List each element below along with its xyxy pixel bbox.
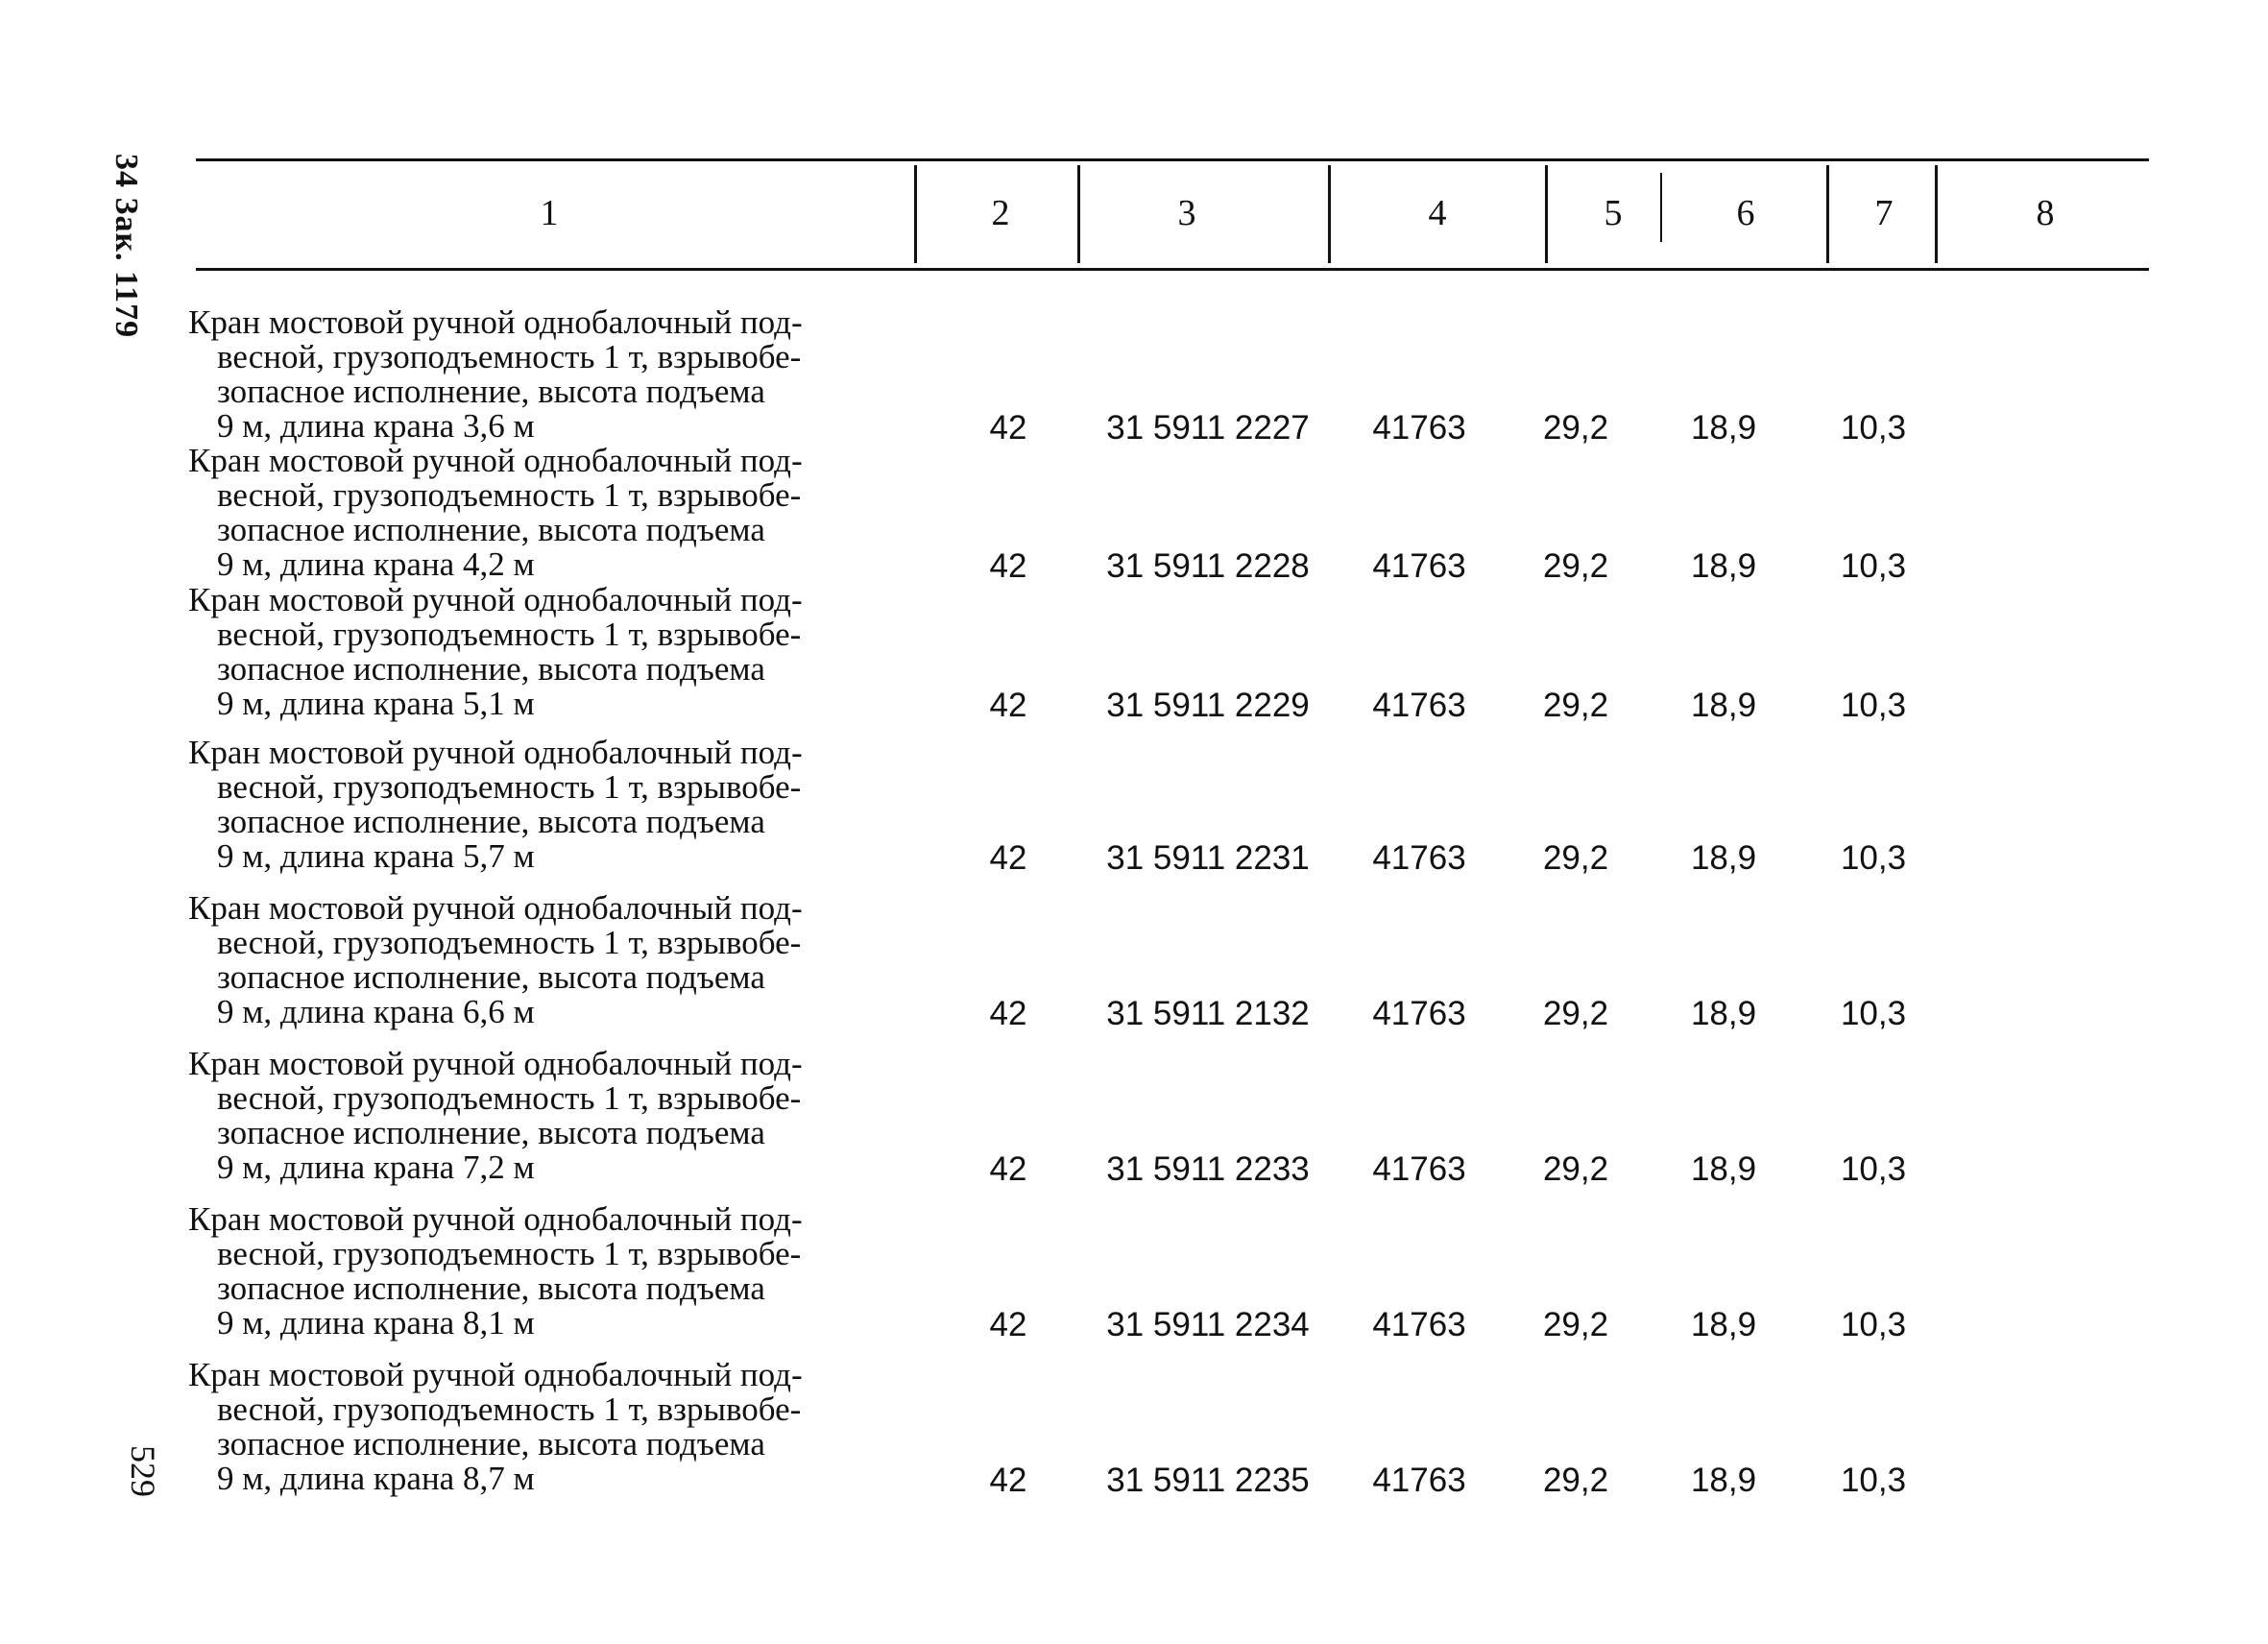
cell-col-4: 41763 <box>1372 1306 1466 1343</box>
row-description <box>188 891 918 1029</box>
cell-col-4: 41763 <box>1372 1150 1466 1188</box>
cell-col-3: 31 5911 2235 <box>1106 1462 1310 1499</box>
cell-col-3: 31 5911 2231 <box>1106 839 1310 877</box>
column-header-7: 7 <box>1874 193 1894 233</box>
desc-line: весной, грузоподъемность 1 т, взрывобе- <box>217 616 802 653</box>
cell-col-4: 41763 <box>1372 687 1466 724</box>
column-header-4: 4 <box>1428 193 1447 233</box>
column-divider <box>1545 165 1548 263</box>
desc-line: Кран мостовой ручной однобалочный под- <box>188 734 803 771</box>
cell-col-4: 41763 <box>1372 1462 1466 1499</box>
cell-col-3: 31 5911 2233 <box>1106 1150 1310 1188</box>
cell-col-5: 29,2 <box>1542 687 1609 724</box>
desc-line: зопасное исполнение, высота подъема <box>217 1114 765 1151</box>
cell-col-7: 10,3 <box>1840 409 1907 447</box>
cell-col-6: 18,9 <box>1690 687 1757 724</box>
cell-col-4: 41763 <box>1372 547 1466 585</box>
column-divider <box>1660 173 1662 242</box>
cell-col-4: 41763 <box>1372 839 1466 877</box>
row-description <box>188 1358 918 1496</box>
cell-col-3: 31 5911 2228 <box>1106 547 1310 585</box>
row-description <box>188 736 918 874</box>
cell-col-6: 18,9 <box>1690 839 1757 877</box>
desc-line: зопасное исполнение, высота подъема <box>217 1425 765 1463</box>
desc-line: весной, грузоподъемность 1 т, взрывобе- <box>217 1079 802 1117</box>
cell-col-3: 31 5911 2132 <box>1106 995 1310 1032</box>
column-divider <box>1077 165 1080 263</box>
desc-line: 9 м, длина крана 5,1 м <box>217 685 535 722</box>
cell-col-6: 18,9 <box>1690 1150 1757 1188</box>
cell-col-5: 29,2 <box>1542 995 1609 1032</box>
desc-line: Кран мостовой ручной однобалочный под- <box>188 1356 803 1393</box>
desc-line: Кран мостовой ручной однобалочный под- <box>188 1045 803 1082</box>
desc-line: весной, грузоподъемность 1 т, взрывобе- <box>217 476 802 514</box>
cell-col-7: 10,3 <box>1840 1462 1907 1499</box>
cell-col-2: 42 <box>989 1306 1027 1343</box>
cell-col-3: 31 5911 2227 <box>1106 409 1310 447</box>
desc-line: Кран мостовой ручной однобалочный под- <box>188 889 803 927</box>
column-header-2: 2 <box>991 193 1010 233</box>
cell-col-6: 18,9 <box>1690 547 1757 585</box>
cell-col-7: 10,3 <box>1840 995 1907 1032</box>
cell-col-7: 10,3 <box>1840 1306 1907 1343</box>
cell-col-3: 31 5911 2229 <box>1106 687 1310 724</box>
desc-line: зопасное исполнение, высота подъема <box>217 1269 765 1307</box>
row-description <box>188 305 918 444</box>
cell-col-5: 29,2 <box>1542 1150 1609 1188</box>
column-header-8: 8 <box>2036 193 2055 233</box>
column-divider <box>1935 165 1938 263</box>
cell-col-7: 10,3 <box>1840 1150 1907 1188</box>
cell-col-2: 42 <box>989 839 1027 877</box>
column-header-6: 6 <box>1736 193 1755 233</box>
cell-col-2: 42 <box>989 1150 1027 1188</box>
desc-line: зопасное исполнение, высота подъема <box>217 511 765 548</box>
column-header-3: 3 <box>1177 193 1196 233</box>
desc-line: зопасное исполнение, высота подъема <box>217 958 765 996</box>
desc-line: весной, грузоподъемность 1 т, взрывобе- <box>217 1390 802 1428</box>
row-description <box>188 1047 918 1185</box>
cell-col-7: 10,3 <box>1840 687 1907 724</box>
table-header-bottom-rule <box>196 268 2149 271</box>
desc-line: весной, грузоподъемность 1 т, взрывобе- <box>217 768 802 806</box>
row-description <box>188 444 918 582</box>
desc-line: 9 м, длина крана 7,2 м <box>217 1148 535 1186</box>
cell-col-2: 42 <box>989 1462 1027 1499</box>
desc-line: 9 м, длина крана 5,7 м <box>217 837 535 875</box>
column-divider <box>914 165 917 263</box>
row-description <box>188 583 918 721</box>
cell-col-5: 29,2 <box>1542 1306 1609 1343</box>
column-header-1: 1 <box>540 193 559 233</box>
cell-col-6: 18,9 <box>1690 1462 1757 1499</box>
cell-col-6: 18,9 <box>1690 1306 1757 1343</box>
cell-col-2: 42 <box>989 409 1027 447</box>
column-divider <box>1826 165 1829 263</box>
column-divider <box>1328 165 1331 263</box>
desc-line: зопасное исполнение, высота подъема <box>217 373 765 410</box>
desc-line: Кран мостовой ручной однобалочный под- <box>188 303 803 341</box>
desc-line: зопасное исполнение, высота подъема <box>217 803 765 840</box>
cell-col-6: 18,9 <box>1690 409 1757 447</box>
margin-note: 34 Зак. 1179 <box>109 154 144 339</box>
desc-line: Кран мостовой ручной однобалочный под- <box>188 1200 803 1238</box>
cell-col-5: 29,2 <box>1542 1462 1609 1499</box>
cell-col-4: 41763 <box>1372 995 1466 1032</box>
cell-col-6: 18,9 <box>1690 995 1757 1032</box>
desc-line: 9 м, длина крана 3,6 м <box>217 407 535 445</box>
cell-col-7: 10,3 <box>1840 839 1907 877</box>
cell-col-2: 42 <box>989 687 1027 724</box>
cell-col-5: 29,2 <box>1542 409 1609 447</box>
cell-col-5: 29,2 <box>1542 839 1609 877</box>
desc-line: весной, грузоподъемность 1 т, взрывобе- <box>217 1235 802 1272</box>
cell-col-2: 42 <box>989 547 1027 585</box>
desc-line: 9 м, длина крана 6,6 м <box>217 993 535 1030</box>
desc-line: Кран мостовой ручной однобалочный под- <box>188 581 803 618</box>
desc-line: Кран мостовой ручной однобалочный под- <box>188 442 803 479</box>
cell-col-2: 42 <box>989 995 1027 1032</box>
row-description <box>188 1202 918 1341</box>
desc-line: 9 м, длина крана 8,7 м <box>217 1460 535 1497</box>
page-number: 529 <box>124 1445 162 1497</box>
cell-col-3: 31 5911 2234 <box>1106 1306 1310 1343</box>
cell-col-4: 41763 <box>1372 409 1466 447</box>
desc-line: весной, грузоподъемность 1 т, взрывобе- <box>217 924 802 961</box>
cell-col-5: 29,2 <box>1542 547 1609 585</box>
cell-col-7: 10,3 <box>1840 547 1907 585</box>
table-top-rule <box>196 158 2149 161</box>
desc-line: 9 м, длина крана 8,1 м <box>217 1304 535 1342</box>
desc-line: весной, грузоподъемность 1 т, взрывобе- <box>217 338 802 375</box>
column-header-5: 5 <box>1604 193 1623 233</box>
desc-line: 9 м, длина крана 4,2 м <box>217 545 535 583</box>
desc-line: зопасное исполнение, высота подъема <box>217 650 765 688</box>
